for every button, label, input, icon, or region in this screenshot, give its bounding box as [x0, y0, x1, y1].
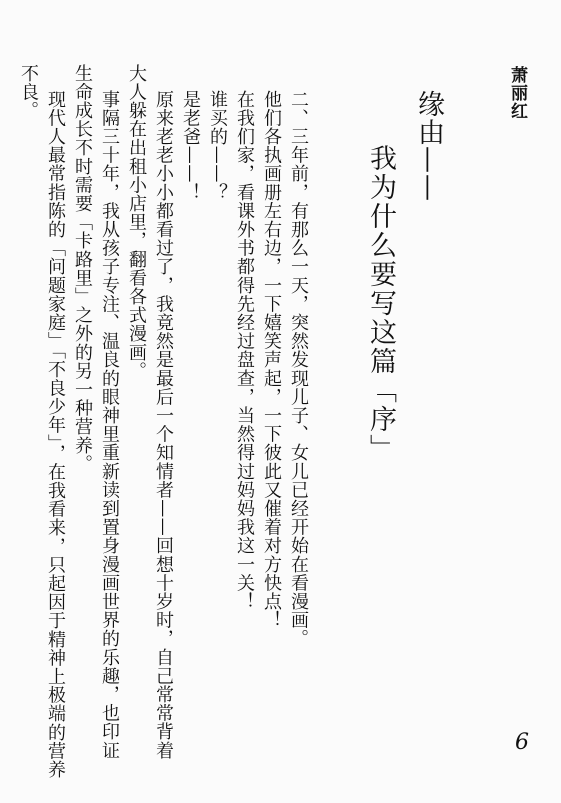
text-column: 现代人最常指陈的「问题家庭」「不良少年」，在我看来，只起因于精神上极端的营养	[45, 90, 66, 779]
text-column: 是老爸——！	[180, 90, 201, 202]
text-column: 大人躲在出租小店里，翻看各式漫画。	[126, 64, 147, 381]
text-column: 不良。	[18, 64, 39, 120]
text-column: 二、三年前，有那么一天，突然发现儿子、女儿已经开始在看漫画。	[288, 90, 309, 648]
author-name: 萧丽红	[507, 66, 527, 120]
text-column: 事隔三十年，我从孩子专注、温良的眼神里重新读到置身漫画世界的乐趣，也印证	[99, 90, 120, 760]
text-column: 原来老老小小都看过了，我竟然是最后一个知情者——回想十岁时，自己常常背着	[153, 90, 174, 760]
title-line-1: 缘由——	[413, 90, 444, 202]
page-number: 6	[515, 730, 529, 755]
text-column: 谁买的——？	[207, 90, 228, 202]
title-line-2: 我为什么要写这篇「序」	[365, 144, 396, 463]
text-column: 在我们家，看课外书都得先经过盘查，当然得过妈妈我这一关！	[234, 90, 255, 611]
text-column: 他们各执画册左右边，一下嬉笑声起，一下彼此又催着对方快点！	[261, 90, 282, 630]
text-column: 生命成长不时需要「卡路里」之外的另一种营养。	[72, 64, 93, 474]
